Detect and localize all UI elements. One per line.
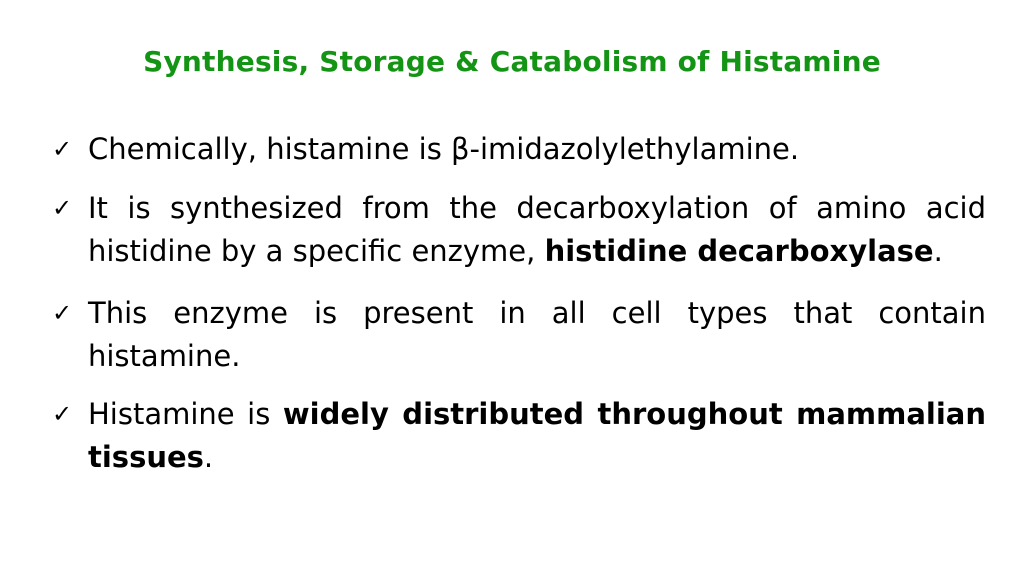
- checkmark-icon: ✓: [52, 299, 73, 327]
- bullet-text: Chemically, histamine is β-imidazolylethylamine.: [88, 132, 800, 166]
- bullet-bold-text: histidine decarboxylase: [544, 234, 934, 268]
- bullet-item: [52, 128, 986, 171]
- checkmark-icon: ✓: [52, 194, 73, 222]
- bullet-text-end: .: [933, 234, 943, 268]
- bullet-text-end: .: [203, 440, 214, 474]
- bullet-text: This enzyme is present in all cell types that contain histamine.: [88, 296, 986, 373]
- checkmark-icon: ✓: [52, 135, 73, 163]
- checkmark-icon: ✓: [52, 400, 73, 428]
- slide-title: Synthesis, Storage & Catabolism of Histamine: [143, 45, 881, 78]
- bullet-text: Histamine is: [88, 397, 283, 431]
- bullet-list: [52, 128, 986, 495]
- bullet-text: It is synthesized from the decarboxylation of amino acid histidine by a specific enzyme,: [88, 191, 986, 268]
- bullet-bold-text: widely distributed throughout mammalian tissues: [88, 397, 987, 474]
- bullet-item: [52, 393, 986, 479]
- bullet-item: [52, 292, 986, 378]
- bullet-item: [52, 187, 986, 273]
